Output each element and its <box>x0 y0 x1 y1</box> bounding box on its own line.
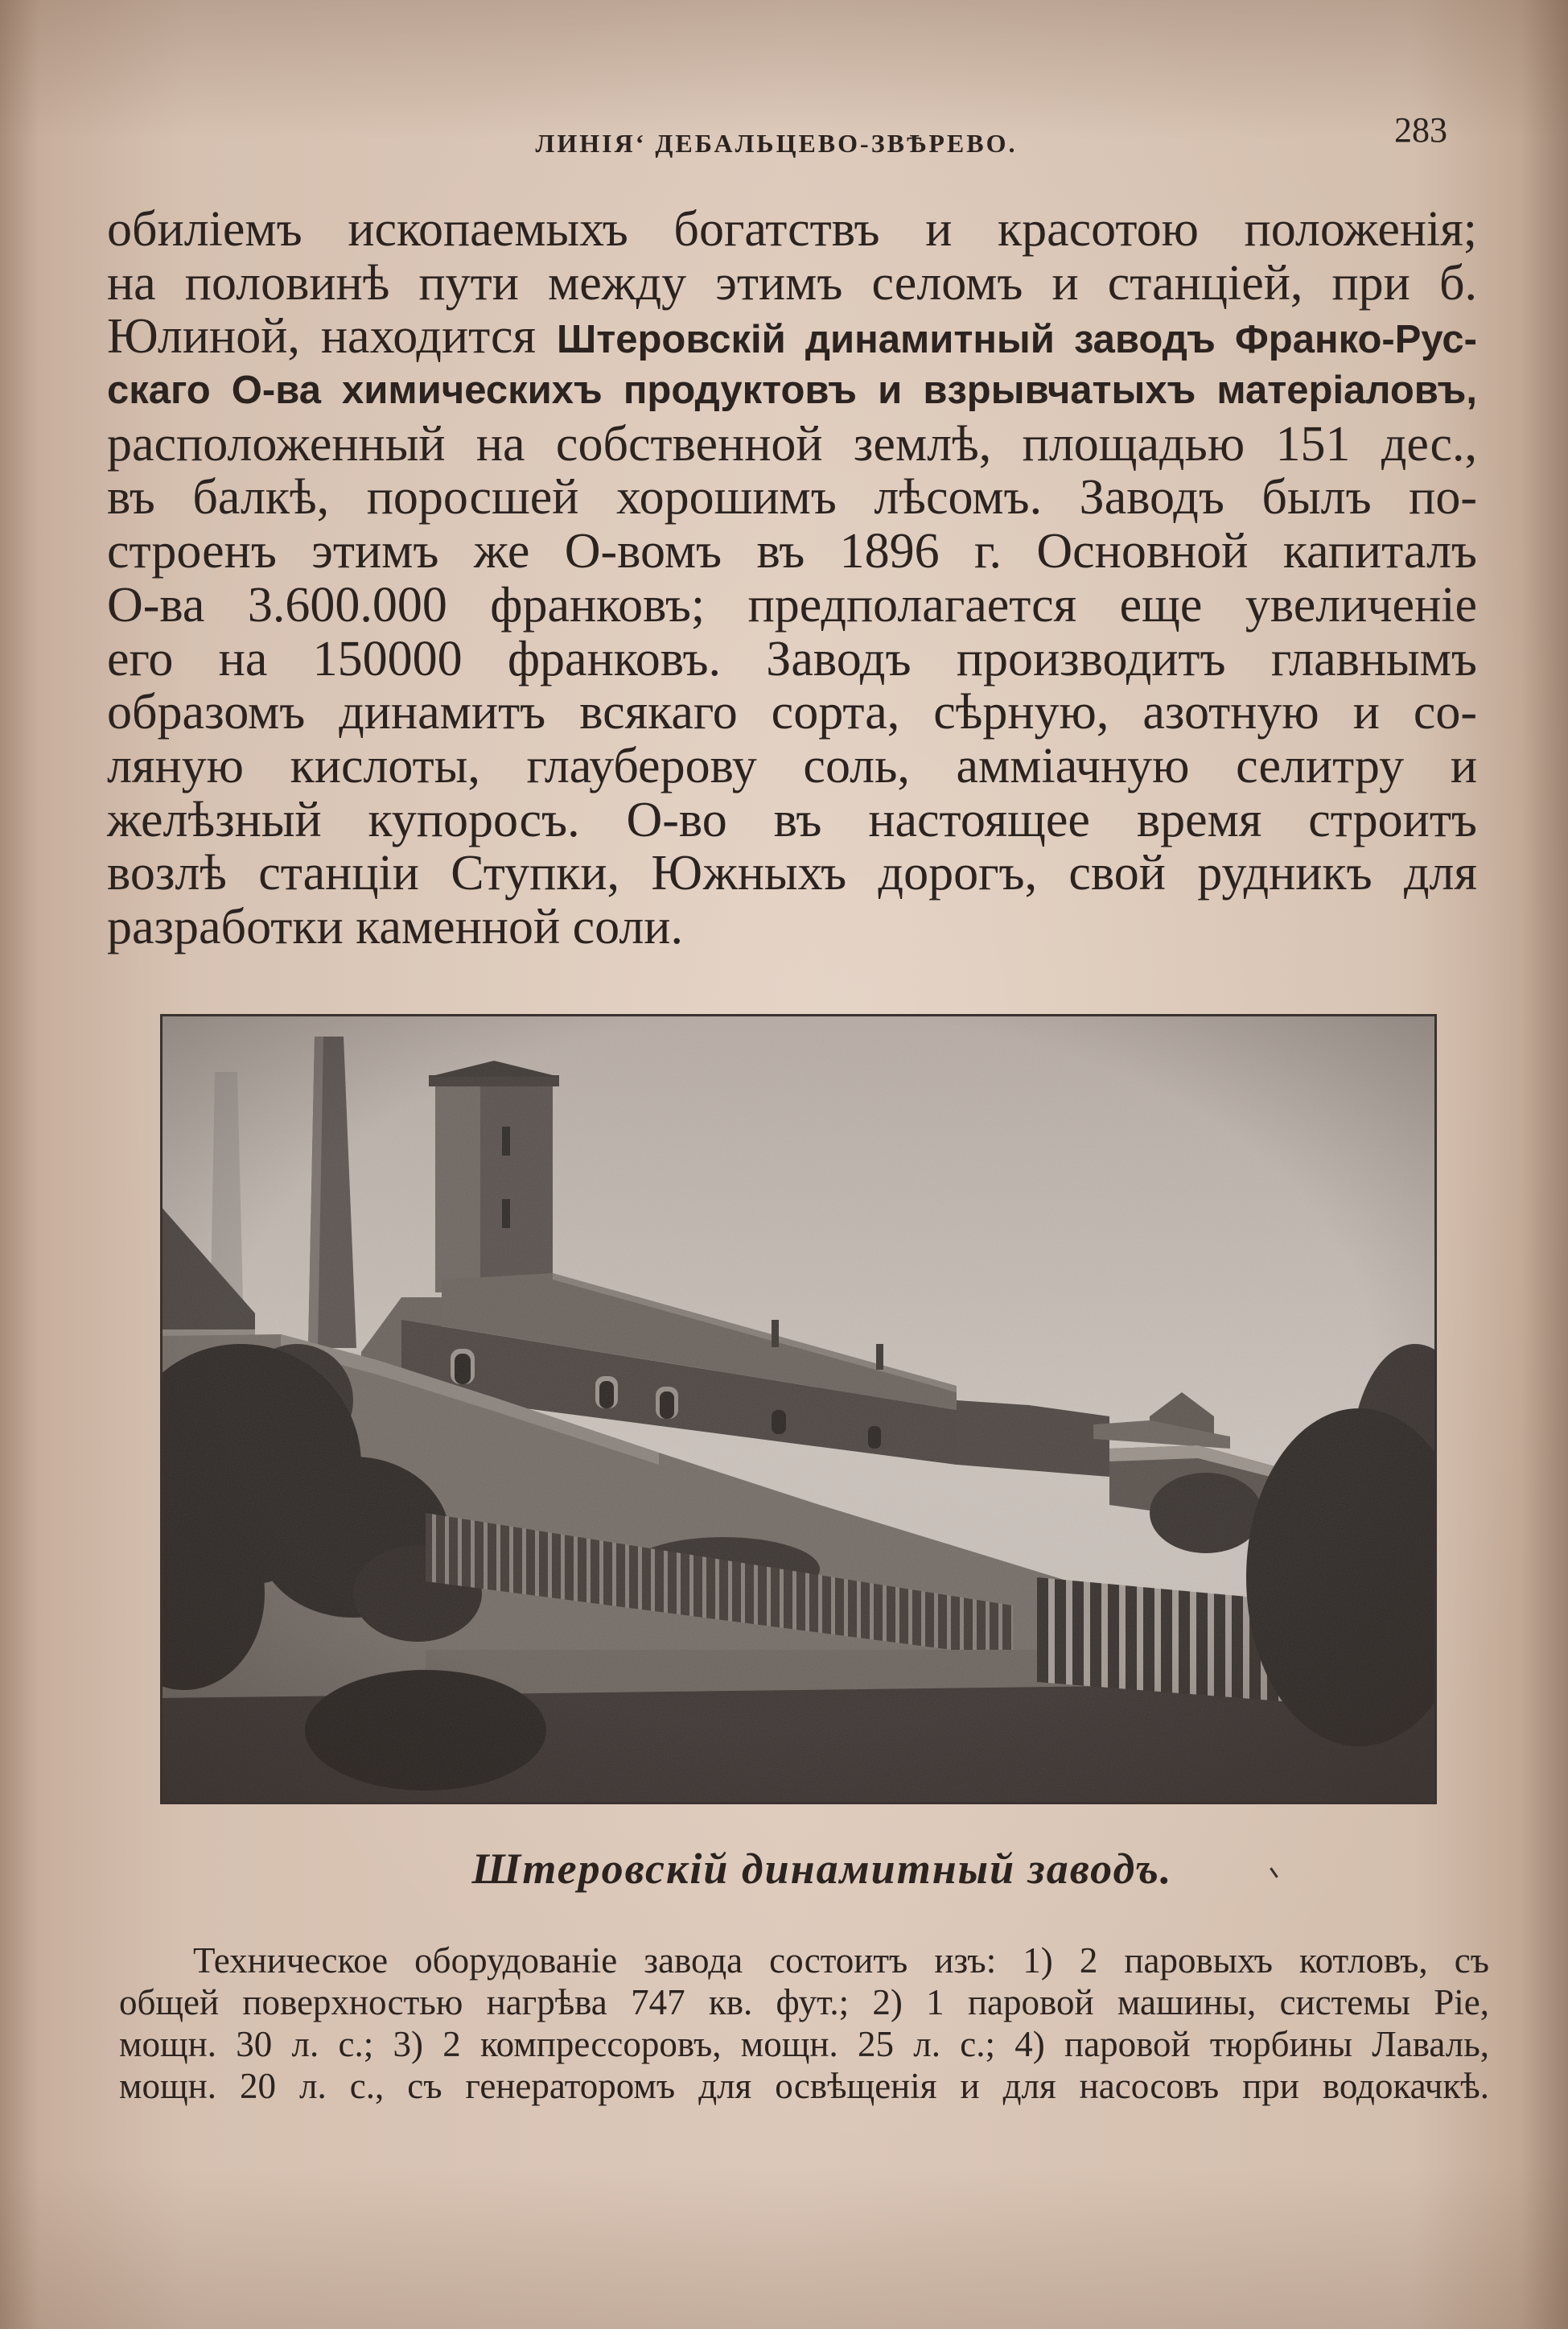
body-line-10: образомъ динамитъ всякаго сорта, сѣрную, азотную и со- <box>107 685 1477 740</box>
body-line-4-bold: скаго О-ва химическихъ продуктовъ и взрывчатыхъ матеріаловъ, <box>107 369 1477 413</box>
body-line-14: разработки каменной соли. <box>107 899 683 954</box>
equipment-line-4: мощн. 20 л. с., съ генераторомъ для освѣщенія и для насосовъ при водокачкѣ. <box>119 2066 1489 2106</box>
factory-photo-drawing <box>160 1014 1437 1804</box>
body-line-9: его на 150000 франковъ. Заводъ производитъ главнымъ <box>107 631 1477 686</box>
body-line-11: ляную кислоты, глауберову соль, амміачную селитру и <box>107 738 1477 794</box>
body-line-6: въ балкѣ, поросшей хорошимъ лѣсомъ. Заводъ былъ по- <box>107 470 1477 526</box>
body-text <box>107 203 1477 954</box>
equipment-line-2: общей поверхностью нагрѣва 747 кв. фут.; 2) 1 паровой машины, системы Ріе, <box>119 1982 1489 2022</box>
factory-name-bold: Штеровскій динамитный заводъ Франко-Рус- <box>557 318 1477 362</box>
body-line-8: О-ва 3.600.000 франковъ; предполагается еще увеличеніе <box>107 577 1477 633</box>
body-line-13: возлѣ станціи Ступки, Южныхъ дорогъ, свой рудникъ для <box>107 846 1477 901</box>
figure-caption: Штеровскій динамитный заводъ. <box>471 1845 1173 1893</box>
body-line-3 <box>107 310 1477 364</box>
body-line-7: строенъ этимъ же О-вомъ въ 1896 г. Основной капиталъ <box>107 524 1477 579</box>
factory-photo <box>160 1014 1437 1804</box>
body-line-12: желѣзный купоросъ. О-во въ настоящее время строитъ <box>107 792 1477 847</box>
equipment-line-3: мощн. 30 л. с.; 3) 2 компрессоровъ, мощн. 25 л. с.; 4) паровой тюрбины Лаваль, <box>119 2024 1489 2064</box>
page-number: 283 <box>1394 110 1447 150</box>
body-line-3-regular: Юлиной, находится <box>107 309 537 365</box>
running-head: ЛИНІЯ‘ ДЕБАЛЬЦЕВО-ЗВѢРЕВО. <box>535 129 1018 158</box>
vignette <box>160 1014 1437 1804</box>
body-line-1: обиліемъ ископаемыхъ богатствъ и красотою положенія; <box>107 202 1477 257</box>
equipment-line-1: Техническое оборудованіе завода состоитъ изъ: 1) 2 паровыхъ котловъ, съ <box>193 1940 1489 1981</box>
equipment-paragraph <box>119 1939 1489 2107</box>
ink-speck <box>1270 1867 1278 1878</box>
body-line-2: на половинѣ пути между этимъ селомъ и станціей, при б. <box>107 255 1477 311</box>
body-line-5: расположенный на собственной землѣ, площадью 151 дес., <box>107 416 1477 472</box>
